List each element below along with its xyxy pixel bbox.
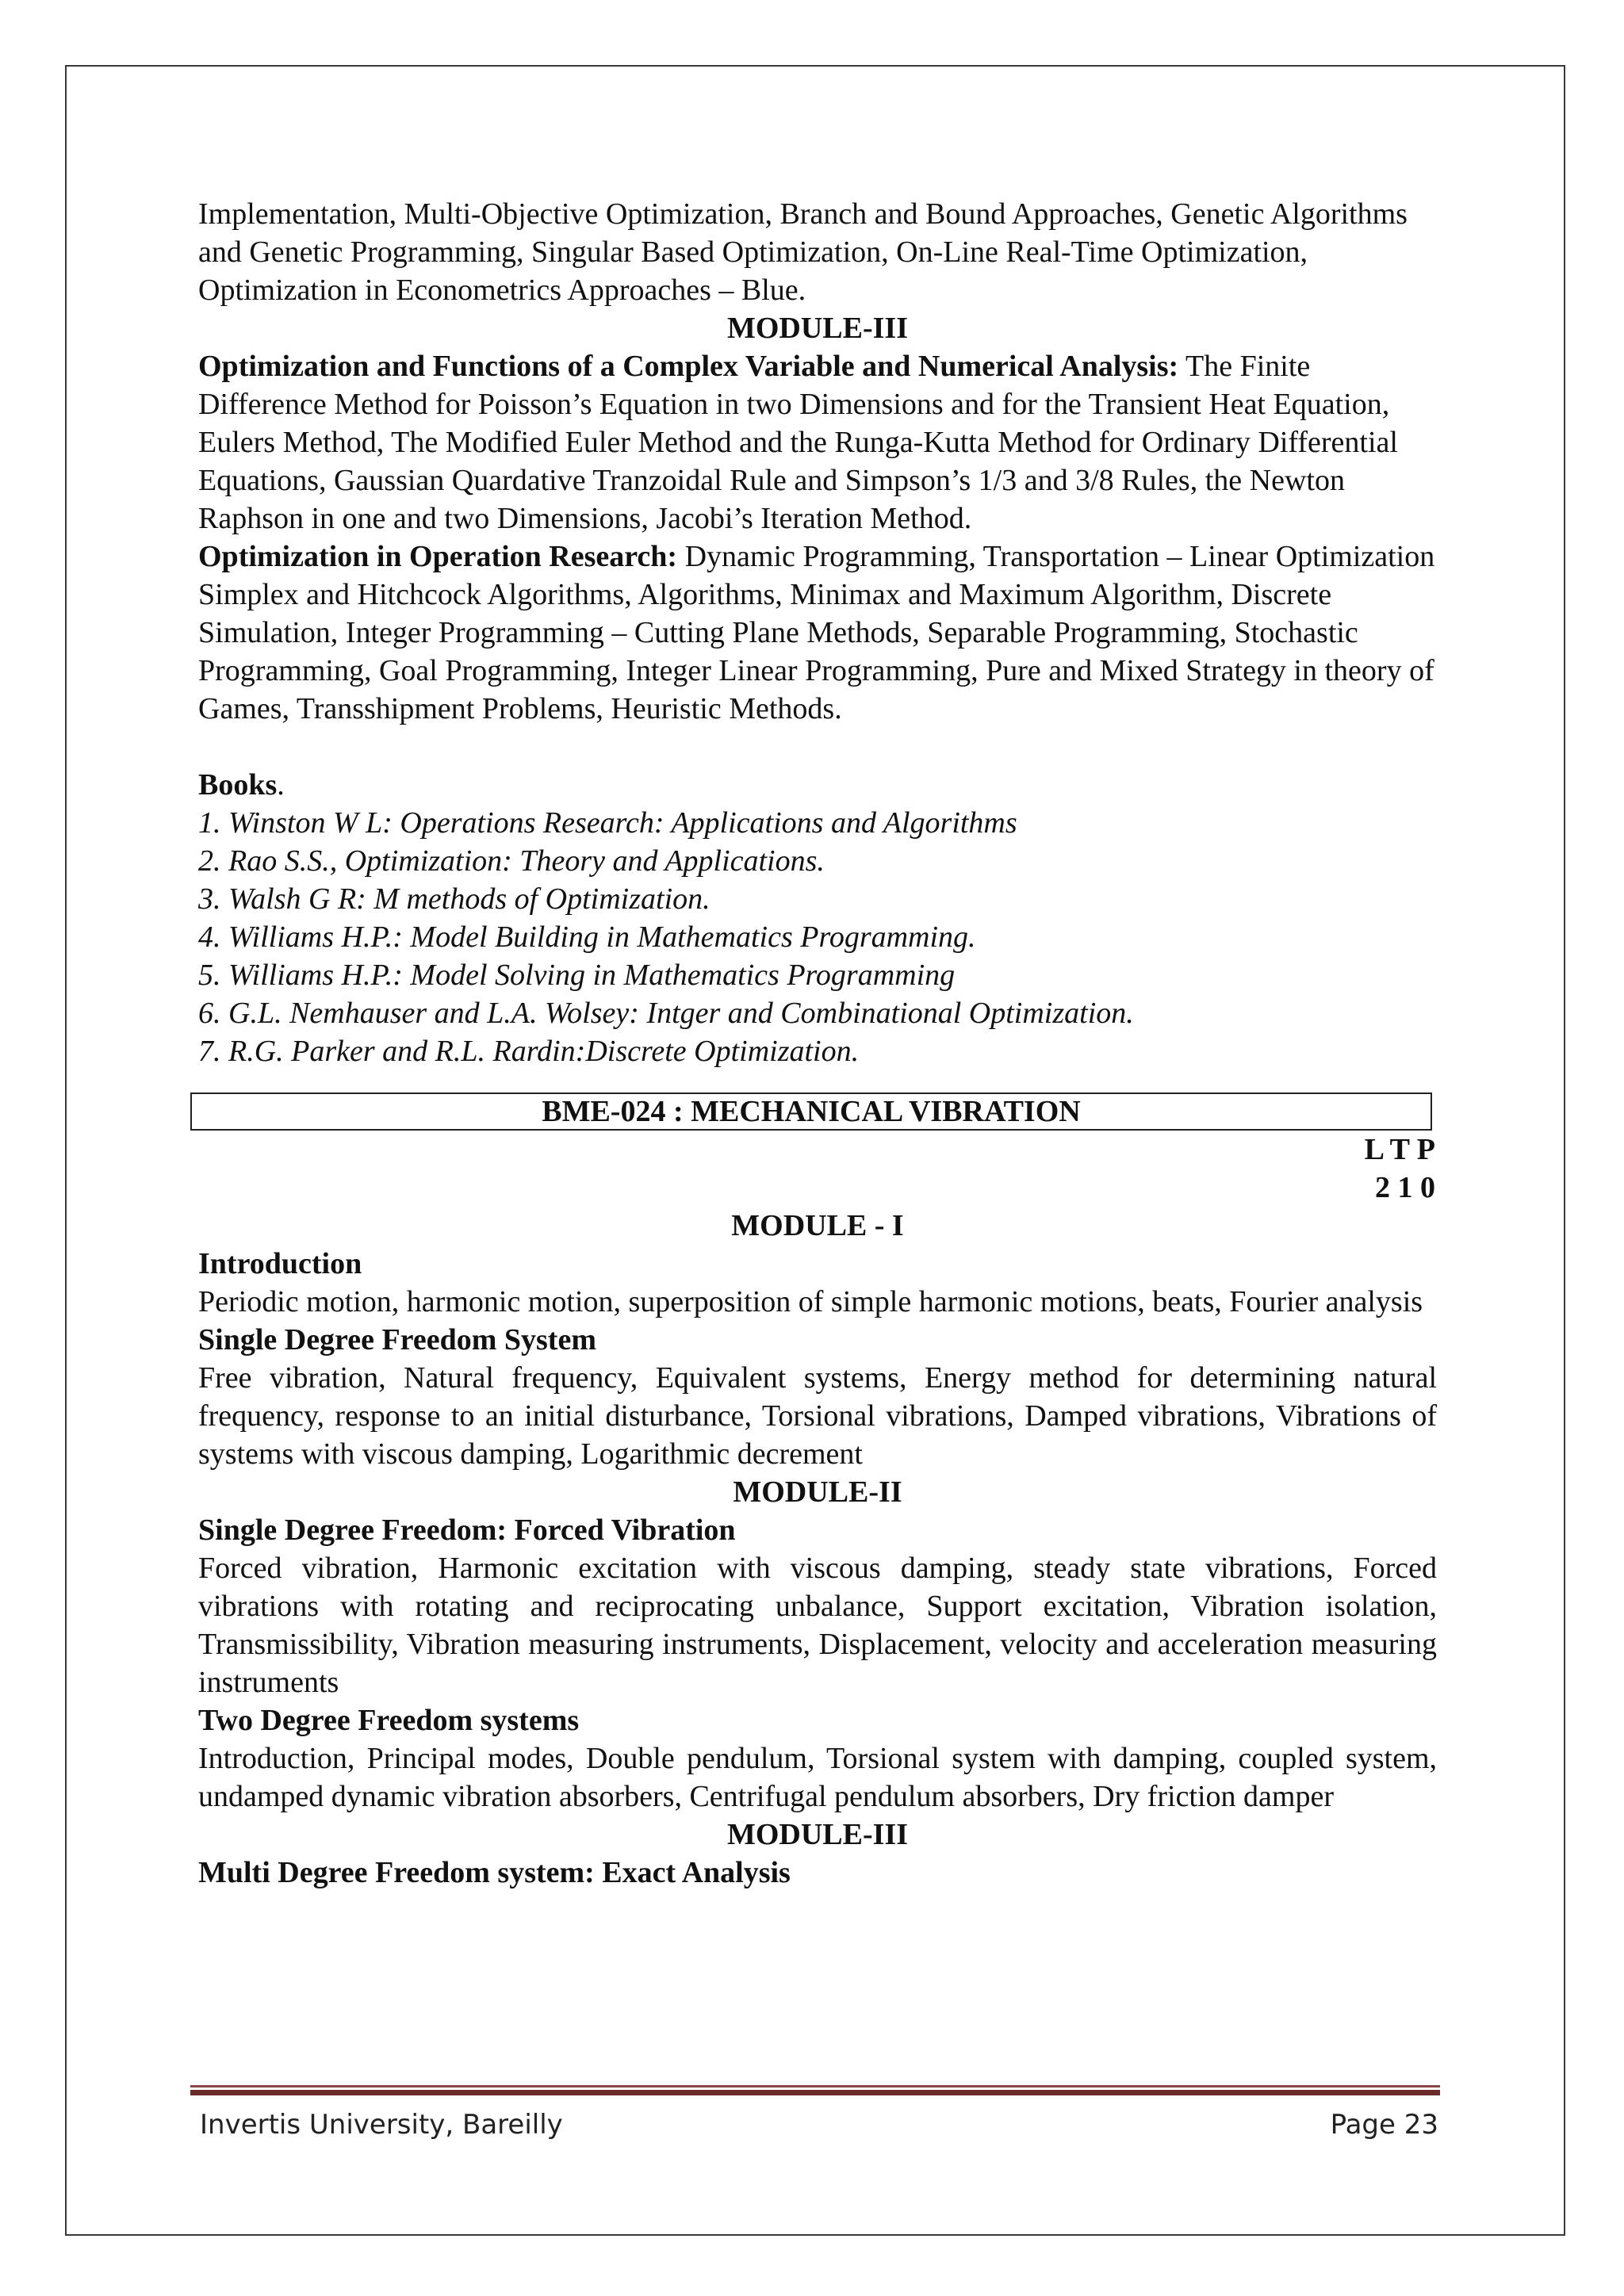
- ltp-label: L T P: [1364, 1133, 1435, 1166]
- module-heading: MODULE - I: [731, 1209, 904, 1242]
- module-heading: MODULE-III: [726, 312, 909, 345]
- subsection-title: Multi Degree Freedom system: Exact Analysis: [198, 1856, 791, 1889]
- continued-paragraph: Implementation, Multi-Objective Optimization, Branch and Bound Approaches, Genetic Algorithms and Genetic Programming, Singular Based Optimization, On-Line Real-Time Optimization, Optimization in Econometrics Approaches – Blue.: [198, 197, 1408, 307]
- footer-rule: [190, 2085, 1440, 2096]
- subsection-title: Single Degree Freedom System: [198, 1323, 596, 1357]
- topic-title: Optimization and Functions of a Complex Variable and Numerical Analysis:: [198, 350, 1179, 383]
- document-body: [198, 195, 1437, 1892]
- course-title-box: BME-024 : MECHANICAL VIBRATION: [190, 1093, 1432, 1131]
- topic-text: The Finite Difference Method for Poisson’s Equation in two Dimensions and for the Transient Heat Equation, Eulers Method, The Modified Euler Method and the Runga-Kutta Method for Ordinary Differential Equations, Gaussian Quardative Tranzoidal Rule and Simpson’s 1/3 and 3/8 Rules, the Newton Raphson in one and two Dimensions, Jacobi’s Iteration Method.: [198, 350, 1398, 535]
- subsection-title: Introduction: [198, 1247, 362, 1280]
- books-heading: Books.: [198, 768, 285, 802]
- subsection-title: Single Degree Freedom: Forced Vibration: [198, 1513, 736, 1547]
- footer-institution: Invertis University, Bareilly: [200, 2109, 563, 2141]
- module-heading: MODULE-II: [733, 1475, 902, 1509]
- topic-title: Optimization in Operation Research:: [198, 540, 678, 573]
- module-heading: MODULE-III: [726, 1818, 909, 1851]
- topic-text: Dynamic Programming, Transportation – Linear Optimization Simplex and Hitchcock Algorithms, Algorithms, Minimax and Maximum Algorithm, Discrete Simulation, Integer Programming – Cutting Plane Methods, Separable Programming, Stochastic Programming, Goal Programming, Integer Linear Programming, Pure and Mixed Strategy in theory of Games, Transshipment Problems, Heuristic Methods.: [198, 540, 1435, 725]
- footer-page-number: Page 23: [1330, 2109, 1438, 2141]
- topic-paragraph: [198, 538, 1437, 728]
- topic-paragraph: [198, 347, 1437, 538]
- spacer: [198, 728, 1437, 766]
- book-item: 4. Williams H.P.: Model Building in Mathematics Programming.: [198, 920, 976, 954]
- subsection-text: Introduction, Principal modes, Double pendulum, Torsional system with damping, coupled system, undamped dynamic vibration absorbers, Centrifugal pendulum absorbers, Dry friction damper: [198, 1742, 1437, 1813]
- book-item: 6. G.L. Nemhauser and L.A. Wolsey: Intger and Combinational Optimization.: [198, 997, 1134, 1030]
- book-item: 3. Walsh G R: M methods of Optimization.: [198, 882, 710, 916]
- book-item: 2. Rao S.S., Optimization: Theory and Applications.: [198, 844, 825, 878]
- book-item: 5. Williams H.P.: Model Solving in Mathematics Programming: [198, 959, 956, 992]
- book-item: 7. R.G. Parker and R.L. Rardin:Discrete Optimization.: [198, 1035, 860, 1068]
- footer-rule-thick: [190, 2090, 1440, 2095]
- subsection-title: Two Degree Freedom systems: [198, 1704, 580, 1737]
- ltp-values: 2 1 0: [1375, 1171, 1435, 1204]
- subsection-text: Forced vibration, Harmonic excitation with viscous damping, steady state vibrations, Forced vibrations with rotating and reciprocating unbalance, Support excitation, Vibration isolation, Transmissibility, Vibration measuring instruments, Displacement, velocity and acceleration measuring instruments: [198, 1552, 1437, 1699]
- subsection-text: Periodic motion, harmonic motion, superposition of simple harmonic motions, beats, Fourier analysis: [198, 1285, 1423, 1318]
- footer-rule-thin: [190, 2085, 1440, 2087]
- subsection-text: Free vibration, Natural frequency, Equivalent systems, Energy method for determining natural frequency, response to an initial disturbance, Torsional vibrations, Damped vibrations, Vibrations of systems with viscous damping, Logarithmic decrement: [198, 1361, 1437, 1471]
- book-item: 1. Winston W L: Operations Research: Applications and Algorithms: [198, 806, 1017, 840]
